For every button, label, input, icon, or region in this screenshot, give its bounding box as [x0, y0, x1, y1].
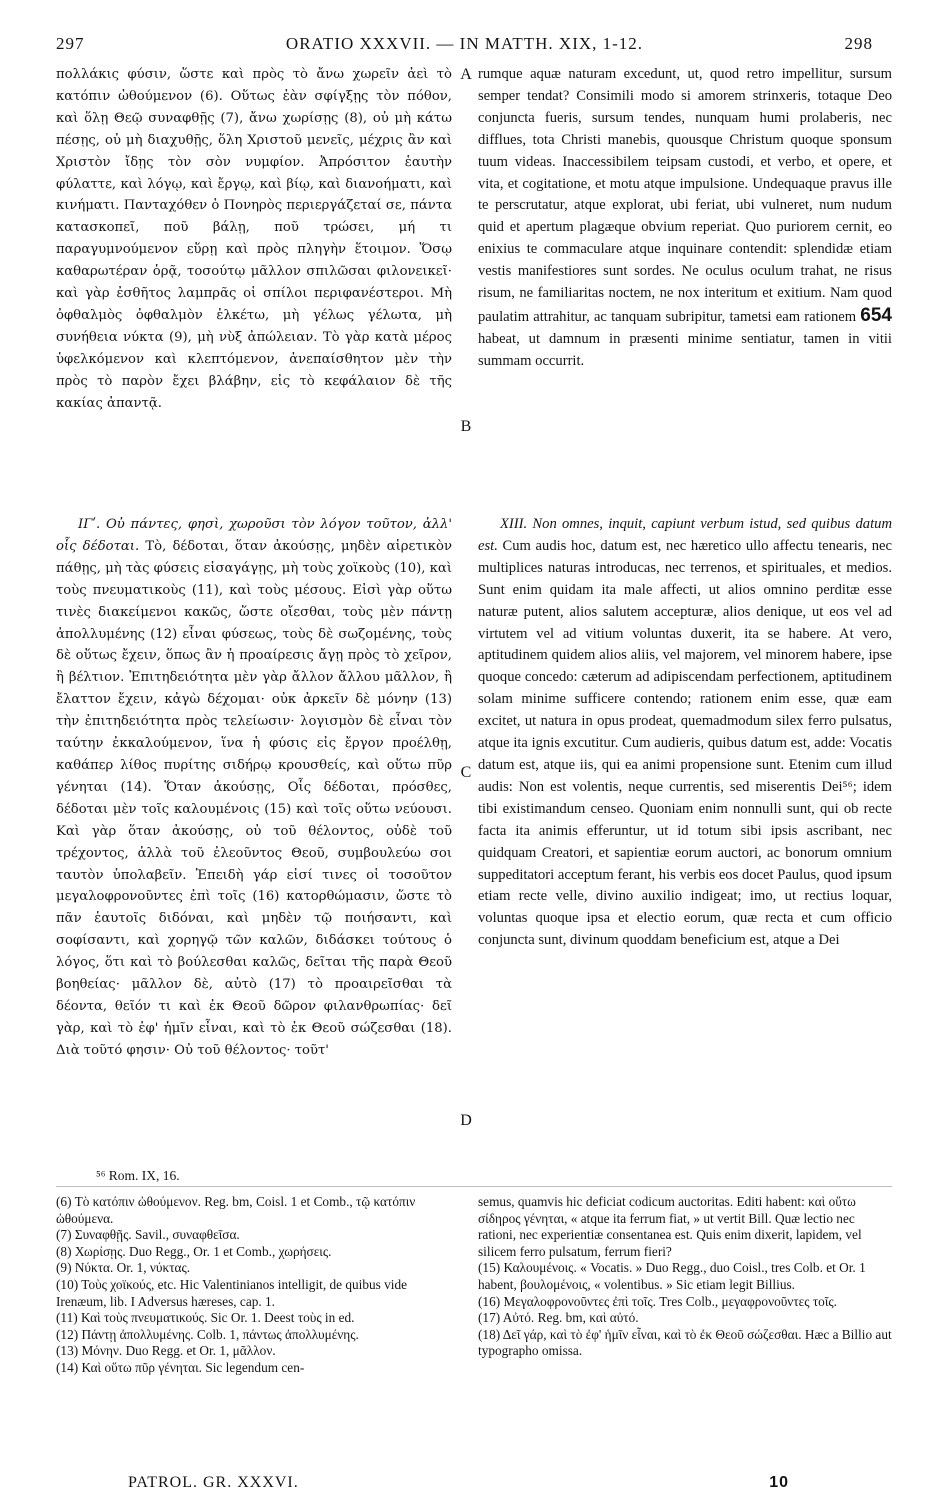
- greek-paragraph: πολλάκις φύσιν, ὥστε καὶ πρὸς τὸ ἄνω χωρεῖν ἀεὶ τὸ κατόπιν ὠθούμενον (6). Οὕτως ἐὰν σφίγξῃς τὸν πόθον, καὶ ὅλῃ Θεῷ συναφθῇς (7), ἄνω χωρίσῃς (8), οὐ μὴ κάτω πέσῃς, οὐ μὴ διαχυθῇς, ὅλη Χριστοῦ μενεῖς, μέχρις ἂν καὶ Χριστὸν ἴδῃς τὸν σὸν νυμφίον. Ἀπρόσιτον ἑαυτὴν φύλαττε, καὶ λόγῳ, καὶ ἔργῳ, καὶ βίῳ, καὶ διανοήματι, καὶ κινήματι. Πανταχόθεν ὁ Πονηρὸς περιεργάζεταί σε, πάντα κατασκοπεῖ, ποῦ βάλῃ, ποῦ τρώσει, μή τι παραγυμνούμενον εὕρῃ καὶ πρὸς πληγὴν ἕτοιμον. Ὅσῳ καθαρωτέραν ὁρᾷ, τοσούτῳ μᾶλλον σπιλῶσαι φιλονεικεῖ· καὶ γὰρ ἐσθῆτος λαμπρᾶς οἱ σπίλοι περιφανέστεροι. Μὴ ὀφθαλμὸς ὀφθαλμὸν ἑλκέτω, μὴ γέλως γέλωτα, μὴ συνήθεια νύκτα (9), μὴ νὺξ ἀπώλειαν. Τὸ γὰρ κατὰ μέρος ὑφελκόμενον καὶ κλεπτόμενον, ἀνεπαίσθητον μὲν τὴν πρὸς τὸ παρὸν ἔχει βλάβην, εἰς τὸ κεφάλαιον δὲ τῆς κακίας ἀπαντᾷ.: [56, 67, 452, 411]
- footnote: (17) Αὐτό. Reg. bm, καὶ αὐτό.: [478, 1310, 639, 1326]
- footnote: (15) Καλουμένοις. « Vocatis. » Duo Regg., duo Coisl., tres Colb. et Or. 1 habent, βουλομένοις, « volentibus. » Sic etiam legit Billius.: [478, 1260, 866, 1292]
- greek-paragraph: [56, 514, 452, 1062]
- footnote: (11) Καὶ τοὺς πνευματικούς. Sic Or. 1. Deest τοὺς in ed.: [56, 1310, 355, 1326]
- footnote: (10) Τοὺς χοϊκούς, etc. Hic Valentinianos intelligit, de quibus vide Irenæum, lib. I Adversus hæreses, cap. 1.: [56, 1276, 408, 1309]
- page-footer: [56, 1474, 873, 1494]
- running-title: ORATIO XXXVII. — IN MATTH. XIX, 1-12.: [285, 34, 644, 53]
- latin-column-paragraph-2: [478, 514, 892, 952]
- footnote: semus, quamvis hic deficiat codicum auctoritas. Editi habent: καὶ οὕτω σίδηρος γένηται, « atque ita ferrum fiat, » ut vertit Bill. Quæ lectio nec rationi, nec experientiæ consentanea est. Quis enim dixerit, lapidem, vel silicem ferro pulsatum, ferrum fieri?: [478, 1194, 862, 1259]
- page-number-right: 298: [844, 34, 873, 53]
- greek-section-lead: ΙΓʹ. Οὐ πάντες, φησὶ, χωροῦσι τὸν λόγον τοῦτον, ἀλλ' οἷς δέδοται.: [56, 517, 452, 554]
- greek-column-paragraph-1: [56, 64, 452, 415]
- signature-number: 10: [769, 1474, 789, 1491]
- latin-paragraph: [478, 514, 892, 952]
- footer-volume: PATROL. GR. XXXVI.: [128, 1474, 299, 1491]
- footnote: (18) Δεῖ γάρ, καὶ τὸ ἐφ' ἡμῖν εἶναι, καὶ τὸ ἐκ Θεοῦ σώζεσθαι. Hæc a Billio aut typographo omissa.: [478, 1326, 892, 1359]
- footnotes-right: [478, 1194, 892, 1360]
- footnote: (7) Συναφθῇς. Savil., συναφθεῖσα.: [56, 1227, 240, 1243]
- margin-marker-a: A: [460, 66, 472, 83]
- running-header: [56, 34, 873, 56]
- footnote: (8) Χωρίσῃς. Duo Regg., Or. 1 et Comb., χωρήσεις.: [56, 1243, 332, 1259]
- footnote: (14) Καὶ οὕτω πῦρ γένηται. Sic legendum cen-: [56, 1359, 305, 1375]
- latin-column-paragraph-1: [478, 64, 892, 373]
- greek-column-paragraph-2: [56, 514, 452, 1062]
- footnote: (13) Μόνην. Duo Regg. et Or. 1, μᾶλλον.: [56, 1343, 276, 1359]
- footnote-divider: [56, 1186, 892, 1187]
- margin-marker-c: C: [460, 764, 472, 781]
- greek-text: Τὸ, δέδοται, ὅταν ἀκούσῃς, μηδὲν αἱρετικὸν πάθῃς, μὴ τὰς φύσεις εἰσαγάγῃς, μὴ τοὺς χοϊκοὺς (10), καὶ τοὺς πνευματικοὺς (11), καὶ τοὺς μέσους. Εἰσὶ γὰρ οὕτω τινὲς διακείμενοι κακῶς, ὥστε οἴεσθαι, τοὺς μὲν πάντῃ ἀπολλυμένης (12) εἶναι φύσεως, τοὺς δὲ σωζομένης, τοὺς δὲ οὕτως ἔχειν, ὅπως ἂν ἡ προαίρεσις ἄγῃ πρὸς τὸ χεῖρον, ἢ βέλτιον. Ἐπιτηδειότητα μὲν γὰρ ἄλλον ἄλλου μᾶλλον, ἢ ἔλαττον ἔχειν, κἀγὼ δέχομαι· οὐκ ἀρκεῖν δὲ μόνην (13) τὴν ἐπιτηδειότητα πρὸς τελείωσιν· λογισμὸν δὲ εἶναι τὸν ταύτην ἐκκαλούμενον, ἵνα ἡ φύσις εἰς ἔργον προέλθῃ, καθάπερ λίθος πυρίτης σιδήρῳ κρουσθείς, καὶ οὕτω πῦρ γένηται (14). Ὅταν ἀκούσῃς, Οἷς δέδοται, πρόσθες, δέδοται μὲν τοῖς καλουμένοις (15) καὶ τοῖς οὕτω νεύουσι. Καὶ γὰρ ὅταν ἀκούσῃς, οὐ τοῦ θέλοντος, οὐδὲ τοῦ τρέχοντος, ἀλλὰ τοῦ ἐλεοῦντος Θεοῦ, συμβουλεύω σοι ταυτὸν ὑπολαβεῖν. Ἐπειδὴ γάρ εἰσί τινες οἱ τοσοῦτον μεγαλοφρονοῦντες ἐπὶ τοῖς (16) κατορθώμασιν, ὥστε τὸ πᾶν ἑαυτοῖς διδόναι, καὶ μηδὲν τῷ ποιήσαντι, καὶ σοφίσαντι, καὶ χορηγῷ τῶν καλῶν, διδάσκει τούτους ὁ λόγος, ὅτι καὶ τὸ βούλεσθαι καλῶς, δεῖται τῆς παρὰ Θεοῦ βοηθείας· μᾶλλον δὲ, αὐτὸ (17) τὸ προαιρεῖσθαι τὰ δέοντα, θεῖόν τι καὶ ἐκ Θεοῦ δῶρον φιλανθρωπίας· δεῖ γὰρ, καὶ τὸ ἐφ' ἡμῖν εἶναι, καὶ τὸ ἐκ Θεοῦ σώζεσθαι (18). Διὰ τοῦτό φησιν· Οὐ τοῦ θέλοντος· τοῦτ': [56, 538, 452, 1058]
- scripture-reference: ⁵⁶ Rom. IX, 16.: [96, 1168, 180, 1183]
- page-number-left: 297: [56, 34, 85, 53]
- margin-marker-d: D: [460, 1112, 472, 1129]
- latin-text: habeat, ut damnum in præsenti minime sentiatur, tamen in vitii summam occurrit.: [478, 330, 892, 369]
- column-number: 654: [860, 304, 892, 326]
- latin-section-lead: XIII. Non omnes, inquit, capiunt verbum istud, sed quibus datum est.: [478, 516, 892, 554]
- footnote: (16) Μεγαλοφρονοῦντες ἐπὶ τοῖς. Tres Colb., μεγαφρονοῦντες τοῖς.: [478, 1293, 837, 1309]
- latin-text: rumque aquæ naturam excedunt, ut, quod retro impellitur, sursum semper tendat? Consimili modo si amorem strinxeris, totaque Deo conjuncta fueris, sursum tendes, nunquam humi prolaberis, nec difflues, tota Christi manebis, quousque Christum quoque sponsum tuum videas. Inaccessibilem teipsam custodi, et verbo, et opere, et vita, et cogitatione, et motu atque impulsione. Undequaque pravus ille te perscrutatur, atque explorat, ubi feriat, ubi vulneret, num nudum quid et apertum plagæque obvium reperiat. Quo puriorem cernit, eo enixius te commaculare atque inquinare contendit: splendidæ etiam vestis manifestiores sunt sordes. Ne oculus oculum trahat, ne risus risum, ne familiaritas noctem, ne nox interitum et exitium. Nam quod paulatim attrahitur, ac tanquam subripitur, tametsi eam rationem: [478, 66, 892, 325]
- footnote: (9) Νύκτα. Or. 1, νύκτας.: [56, 1260, 191, 1276]
- footnote: (12) Πάντῃ ἀπολλυμένης. Colb. 1, πάντως ἀπολλυμένης.: [56, 1326, 359, 1342]
- footnote: (6) Τὸ κατόπιν ὠθούμενον. Reg. bm, Coisl. 1 et Comb., τῷ κατόπιν ὠθούμενα.: [56, 1194, 416, 1226]
- latin-text: Cum audis hoc, datum est, nec hæretico ullo affectu tenearis, nec multiplices naturas introducas, nec terrenos, et spirituales, et medios. Sunt enim quidam ita male affecti, ut alios omnino perditæ esse naturæ putent, alios salutem accepturæ, alios denique, ut eos vel ad virtutem vel ad vitium voluntas duxerit, ita se habere. At vero, aptitudinem quidem alios aliis, vel majorem, vel minorem habere, ipse quoque concedo: cæterum ad adipiscendam perfectionem, aptitudinem solam minime sufficere contendo; rationem enim esse, quæ eam excitet, ut natura in opus prodeat, quemadmodum silex ferro pulsatus, atque ita ignis excutitur. Cum audieris, quibus datum est, adde: Vocatis datum est, atque iis, qui ea animi propensione sunt. Etenim cum illud audis: Non est volentis, neque currentis, sed miserentis Dei⁵⁶; idem tibi existimandum censeo. Quoniam enim nonnulli sunt, qui ob recte facta ita animis efferuntur, ut id totum sibi ipsis ascribant, nec quidquam Creatori, et sapientiæ eorum auctori, ac bonorum omnium suppeditatori acceptum ferant, his verbis eos docet Paulus, quod ipsum etiam recte velle, divino auxilio indigeat; imo, ut rectius loquar, voluntas quoque ipsa et electio eorum, quæ recta et cum officio conjuncta sunt, divinum quoddam beneficium est, atque a Dei: [478, 537, 892, 949]
- latin-paragraph: [478, 64, 892, 373]
- margin-marker-b: B: [460, 418, 472, 435]
- footnotes-left: [56, 1194, 452, 1377]
